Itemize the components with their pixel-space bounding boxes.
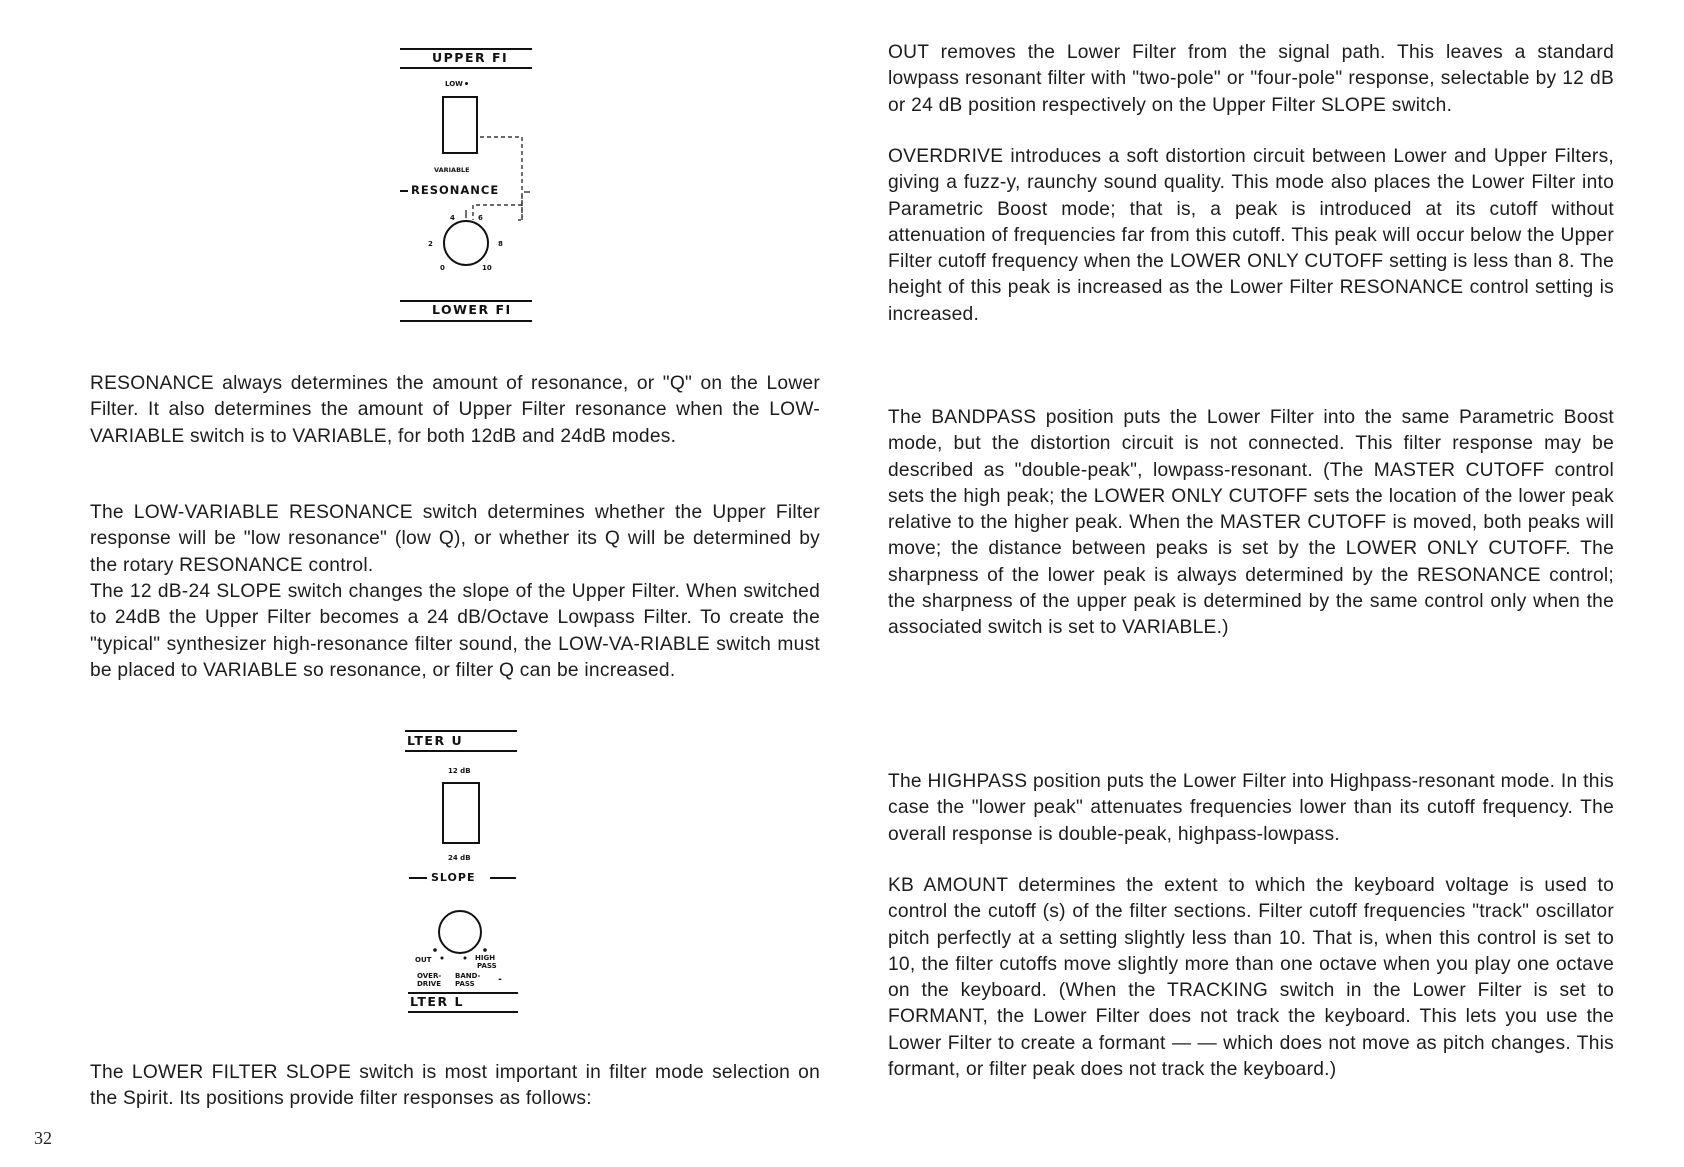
mode-drive-label: DRIVE [417, 980, 442, 988]
top-rule [405, 730, 517, 732]
12db-label: 12 dB [448, 767, 471, 775]
slope-dash-right [490, 877, 516, 879]
24db-label: 24 dB [448, 854, 471, 862]
knob-tick-8: 8 [498, 240, 503, 248]
overdrive-paragraph: OVERDRIVE introduces a soft distortion circuit between Lower and Upper Filters, giving a fuzz-y, raunchy sound quality. This mode also places the Lower Filter into Parametric Boost mode; that is, a peak is introduced at its cutoff without attenuation of frequencies far from this cutoff. This peak will occur below the Upper Filter cutoff frequency when the LOWER ONLY CUTOFF setting is less than 8. The height of this peak is increased as the Lower Filter RESONANCE control setting is increased. [888, 146, 1614, 325]
mode-out-label: OUT [415, 956, 432, 964]
resonance-panel-diagram [400, 40, 550, 350]
highpass-paragraph: The HIGHPASS position puts the Lower Filter into Highpass-resonant mode. In this case the "lower peak" attenuates frequencies lower than its cutoff frequency. The overall response is double-peak, highpass-lowpass. [888, 771, 1614, 845]
page-number: 32 [34, 1128, 52, 1148]
lower-filter-header: LOWER FI [432, 302, 512, 317]
kb-amount-paragraph: KB AMOUNT determines the extent to which the keyboard voltage is used to control the cutoff (s) of the filter sections. Filter cutoff frequencies "track" oscillator pitch perfectly at a setting slightly less than 10. That is, when this control is set to 10, the filter cutoffs move slightly more than one octave when you play one octave on the keyboard. (When the TRACKING switch in the Lower Filter is set to FORMANT, the Lower Filter does not track the keyboard. This lets you use the Lower Filter to create a formant — — which does not move as pitch changes. This formant, or filter peak does not track the keyboard.) [888, 875, 1614, 1081]
resonance-section-label: RESONANCE [411, 183, 500, 197]
lower-filter-header: LTER L [410, 994, 464, 1009]
slope-panel-diagram [405, 730, 555, 1040]
resonance-knob[interactable] [400, 210, 550, 290]
upper-filter-header: UPPER FI [432, 50, 509, 65]
mode-pass-label: PASS [477, 962, 497, 970]
low-variable-paragraph: The LOW-VARIABLE RESONANCE switch determines whether the Upper Filter response will be "low resonance" (low Q), or whether its Q will be determined by the rotary RESONANCE control. [90, 502, 820, 576]
slope-section-label: SLOPE [431, 871, 476, 884]
mode-band-label: BAND- [455, 972, 481, 980]
resonance-paragraph: RESONANCE always determines the amount of resonance, or "Q" on the Lower Filter. It also determines the amount of Upper Filter resonance when the LOW-VARIABLE switch is to VARIABLE, for both 12dB and 24dB modes. [90, 373, 820, 447]
lower-filter-slope-paragraph: The LOWER FILTER SLOPE switch is most important in filter mode selection on the Spirit. Its positions provide filter responses as follows: [90, 1062, 820, 1110]
slope-dash-left [409, 877, 427, 879]
out-paragraph: OUT removes the Lower Filter from the signal path. This leaves a standard lowpass resonant filter with "two-pole" or "four-pole" response, selectable by 12 dB or 24 dB position respectively on the Upper Filter SLOPE switch. [888, 42, 1614, 116]
knob-tick-4: 4 [450, 214, 455, 222]
bottom-header-underline [408, 1011, 518, 1013]
mode-bandpass-label: PASS [455, 980, 475, 988]
low-label: LOW [445, 80, 463, 88]
knob-tick-0: 0 [440, 264, 445, 272]
mode-over-label: OVER- [417, 972, 442, 980]
mode-high-label: HIGH [475, 954, 496, 962]
upper-filter-header: LTER U [407, 733, 464, 748]
variable-label: VARIABLE [434, 166, 470, 174]
bandpass-paragraph: The BANDPASS position puts the Lower Filter into the same Parametric Boost mode, but the distortion circuit is not connected. This filter response may be described as "double-peak", lowpass-resonant. (The MASTER CUTOFF control sets the high peak; the LOWER ONLY CUTOFF sets the location of the lower peak relative to the higher peak. When the MASTER CUTOFF is moved, both peaks will move; the distance between peaks is set by the LOWER ONLY CUTOFF. The sharpness of the lower peak is always determined by the RESONANCE control; the sharpness of the upper peak is determined by the same control only when the associated switch is set to VARIABLE.) [888, 407, 1614, 639]
slope-paragraph: The 12 dB-24 SLOPE switch changes the slope of the Upper Filter. When switched to 24dB the Upper Filter becomes a 24 dB/Octave Lowpass Filter. To create the "typical" synthesizer high-resonance filter sound, the LOW-VA-RIABLE switch must be placed to VARIABLE so resonance, or filter Q can be increased. [90, 581, 820, 681]
slope-switch[interactable] [442, 782, 480, 844]
knob-tick-10: 10 [482, 264, 492, 272]
header-underline [405, 750, 517, 752]
knob-tick-6: 6 [478, 214, 483, 222]
bottom-header-underline [400, 320, 532, 322]
knob-tick-2: 2 [428, 240, 433, 248]
resonance-dash-left [400, 190, 408, 192]
